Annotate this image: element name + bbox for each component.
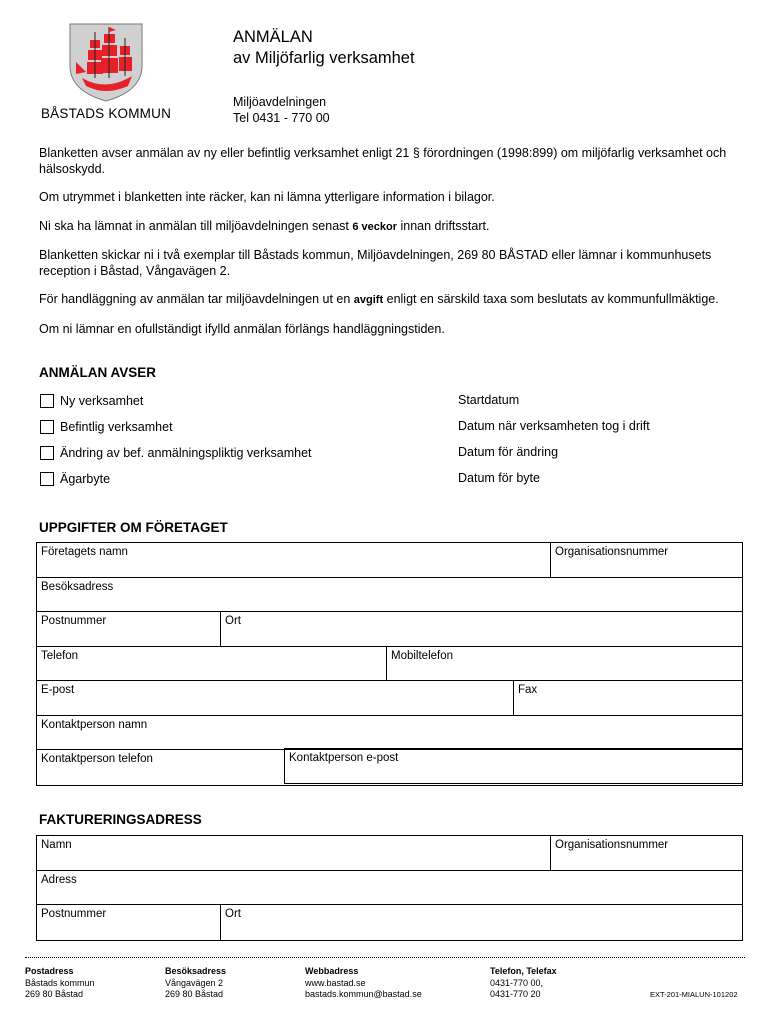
contact-email-field[interactable]: [284, 748, 743, 784]
intro-text-span: För handläggning av anmälan tar miljöavdelningen ut en: [39, 292, 354, 306]
field-label: Telefon: [41, 649, 79, 662]
footer-heading: Besöksadress: [165, 966, 227, 976]
form-subtitle: av Miljöfarlig verksamhet: [233, 49, 415, 67]
field-label: Organisationsnummer: [555, 546, 669, 558]
intro-paragraph: [39, 219, 739, 236]
field-label: Ort: [225, 908, 241, 920]
field-label: Besöksadress: [41, 580, 114, 593]
field-label: Postnummer: [41, 615, 107, 627]
field-label: Fax: [518, 684, 538, 696]
intro-text-span: enligt en särskild taxa som beslutats av kommunfullmäktige.: [383, 292, 719, 306]
company-orgnr-field[interactable]: [551, 543, 742, 577]
section-heading-billing: FAKTURERINGSADRESS: [39, 812, 202, 827]
form-row: [37, 681, 742, 716]
form-row: [37, 905, 742, 940]
footer-phone: [490, 966, 557, 1001]
form-row: [37, 871, 742, 906]
deadline-emphasis: 6 veckor: [352, 220, 398, 233]
visit-address-field[interactable]: [37, 578, 742, 612]
option-label: Ny verksamhet: [60, 394, 144, 408]
department-name: Miljöavdelningen: [233, 95, 327, 109]
footer-line: 269 80 Båstad: [165, 989, 224, 999]
field-label: Mobiltelefon: [391, 649, 454, 662]
intro-text-span: Ni ska ha lämnat in anmälan till miljöavdelningen senast: [39, 218, 353, 233]
company-postal-code-field[interactable]: [37, 612, 221, 646]
footer-web-address: [305, 966, 422, 1001]
form-title: ANMÄLAN: [233, 28, 313, 46]
document-id: EXT-201-MIALUN-101202: [650, 990, 738, 999]
intro-paragraph: Blanketten skickar ni i två exemplar till Båstads kommun, Miljöavdelningen, 269 80 BÅSTAD eller lämnar i kommunhusets reception i Båstad, Vångavägen 2.: [39, 248, 712, 278]
field-label: Adress: [41, 873, 77, 886]
field-label: Organisationsnummer: [555, 839, 669, 851]
contact-phone-field[interactable]: [37, 750, 286, 785]
intro-text-span: innan driftsstart.: [397, 218, 490, 233]
footer-divider: [25, 957, 745, 958]
intro-paragraph: Blanketten avser anmälan av ny eller befintlig verksamhet enligt 21 § förordningen (1998:899) om miljöfarlig verksamhet och hälsoskydd.: [39, 146, 727, 176]
intro-paragraph: [39, 292, 739, 309]
footer-heading: Telefon, Telefax: [490, 966, 557, 976]
option-label: Ändring av bef. anmälningspliktig verksamhet: [60, 446, 312, 460]
section-heading-anmalan: ANMÄLAN AVSER: [39, 365, 156, 380]
checkbox[interactable]: [40, 472, 54, 486]
form-row: [37, 716, 742, 751]
checkbox[interactable]: [40, 446, 54, 460]
billing-orgnr-field[interactable]: [551, 836, 742, 870]
change-date-label[interactable]: Datum för ändring: [458, 445, 559, 459]
mobile-field[interactable]: [387, 647, 742, 681]
option-label: Ägarbyte: [60, 472, 111, 486]
footer-visit-address: [165, 966, 226, 1001]
form-row: [37, 647, 742, 682]
footer-postal-address: [25, 966, 95, 1001]
contact-name-field[interactable]: [37, 716, 742, 750]
email-field[interactable]: [37, 681, 514, 715]
field-label: Kontaktperson telefon: [41, 753, 153, 765]
field-label: Kontaktperson e-post: [289, 752, 399, 764]
form-row: [37, 578, 742, 613]
ship-coat-of-arms-icon: [68, 22, 144, 102]
email-link[interactable]: bastads.kommun@bastad.se: [305, 989, 422, 999]
municipality-logo: [36, 22, 176, 124]
field-label: Företagets namn: [41, 546, 128, 558]
footer-line: Båstads kommun: [25, 977, 95, 988]
footer-heading: Webbadress: [305, 966, 359, 976]
footer-line: 0431-770 00,: [490, 977, 544, 988]
billing-address-field[interactable]: [37, 871, 742, 905]
intro-text: [39, 146, 739, 350]
fee-emphasis: avgift: [353, 294, 384, 306]
start-date-label[interactable]: Startdatum: [458, 393, 520, 407]
billing-form: [36, 835, 743, 941]
footer-line: Vångavägen 2: [165, 977, 224, 988]
billing-postal-code-field[interactable]: [37, 905, 221, 940]
fax-field[interactable]: [514, 681, 742, 715]
company-city-field[interactable]: [221, 612, 742, 646]
option-change-business[interactable]: [40, 444, 312, 462]
option-label: Befintlig verksamhet: [60, 420, 173, 434]
company-name-field[interactable]: [37, 543, 551, 577]
footer-heading: Postadress: [25, 966, 74, 976]
footer-line: 269 80 Båstad: [25, 989, 84, 999]
checkbox[interactable]: [40, 420, 54, 434]
department-block: [233, 94, 330, 126]
intro-paragraph: Om utrymmet i blanketten inte räcker, kan ni lämna ytterligare information i bilagor.: [39, 190, 495, 204]
transfer-date-label[interactable]: Datum för byte: [458, 471, 540, 485]
form-row: [37, 612, 742, 647]
option-existing-business[interactable]: [40, 418, 173, 436]
field-label: Kontaktperson namn: [41, 718, 148, 731]
website-link[interactable]: www.bastad.se: [305, 977, 366, 988]
form-title-block: [233, 27, 415, 69]
department-phone: Tel 0431 - 770 00: [233, 111, 330, 125]
field-label: Namn: [41, 839, 72, 851]
municipality-name: BÅSTADS KOMMUN: [40, 106, 172, 121]
field-label: Ort: [225, 615, 241, 627]
form-row: [37, 543, 742, 578]
section-heading-company: UPPGIFTER OM FÖRETAGET: [39, 520, 228, 535]
checkbox[interactable]: [40, 394, 54, 408]
phone-field[interactable]: [37, 647, 387, 681]
form-row: [37, 750, 286, 785]
form-row: [37, 836, 742, 871]
field-label: Postnummer: [41, 908, 107, 920]
operation-date-label[interactable]: Datum när verksamheten tog i drift: [458, 419, 650, 433]
intro-paragraph: Om ni lämnar en ofullständigt ifylld anmälan förlängs handläggningstiden.: [39, 321, 445, 336]
option-owner-change[interactable]: [40, 470, 110, 488]
field-label: E-post: [41, 684, 75, 696]
option-new-business[interactable]: [40, 392, 143, 410]
footer-line: 0431-770 20: [490, 989, 541, 999]
billing-city-field[interactable]: [221, 905, 742, 940]
billing-name-field[interactable]: [37, 836, 551, 870]
